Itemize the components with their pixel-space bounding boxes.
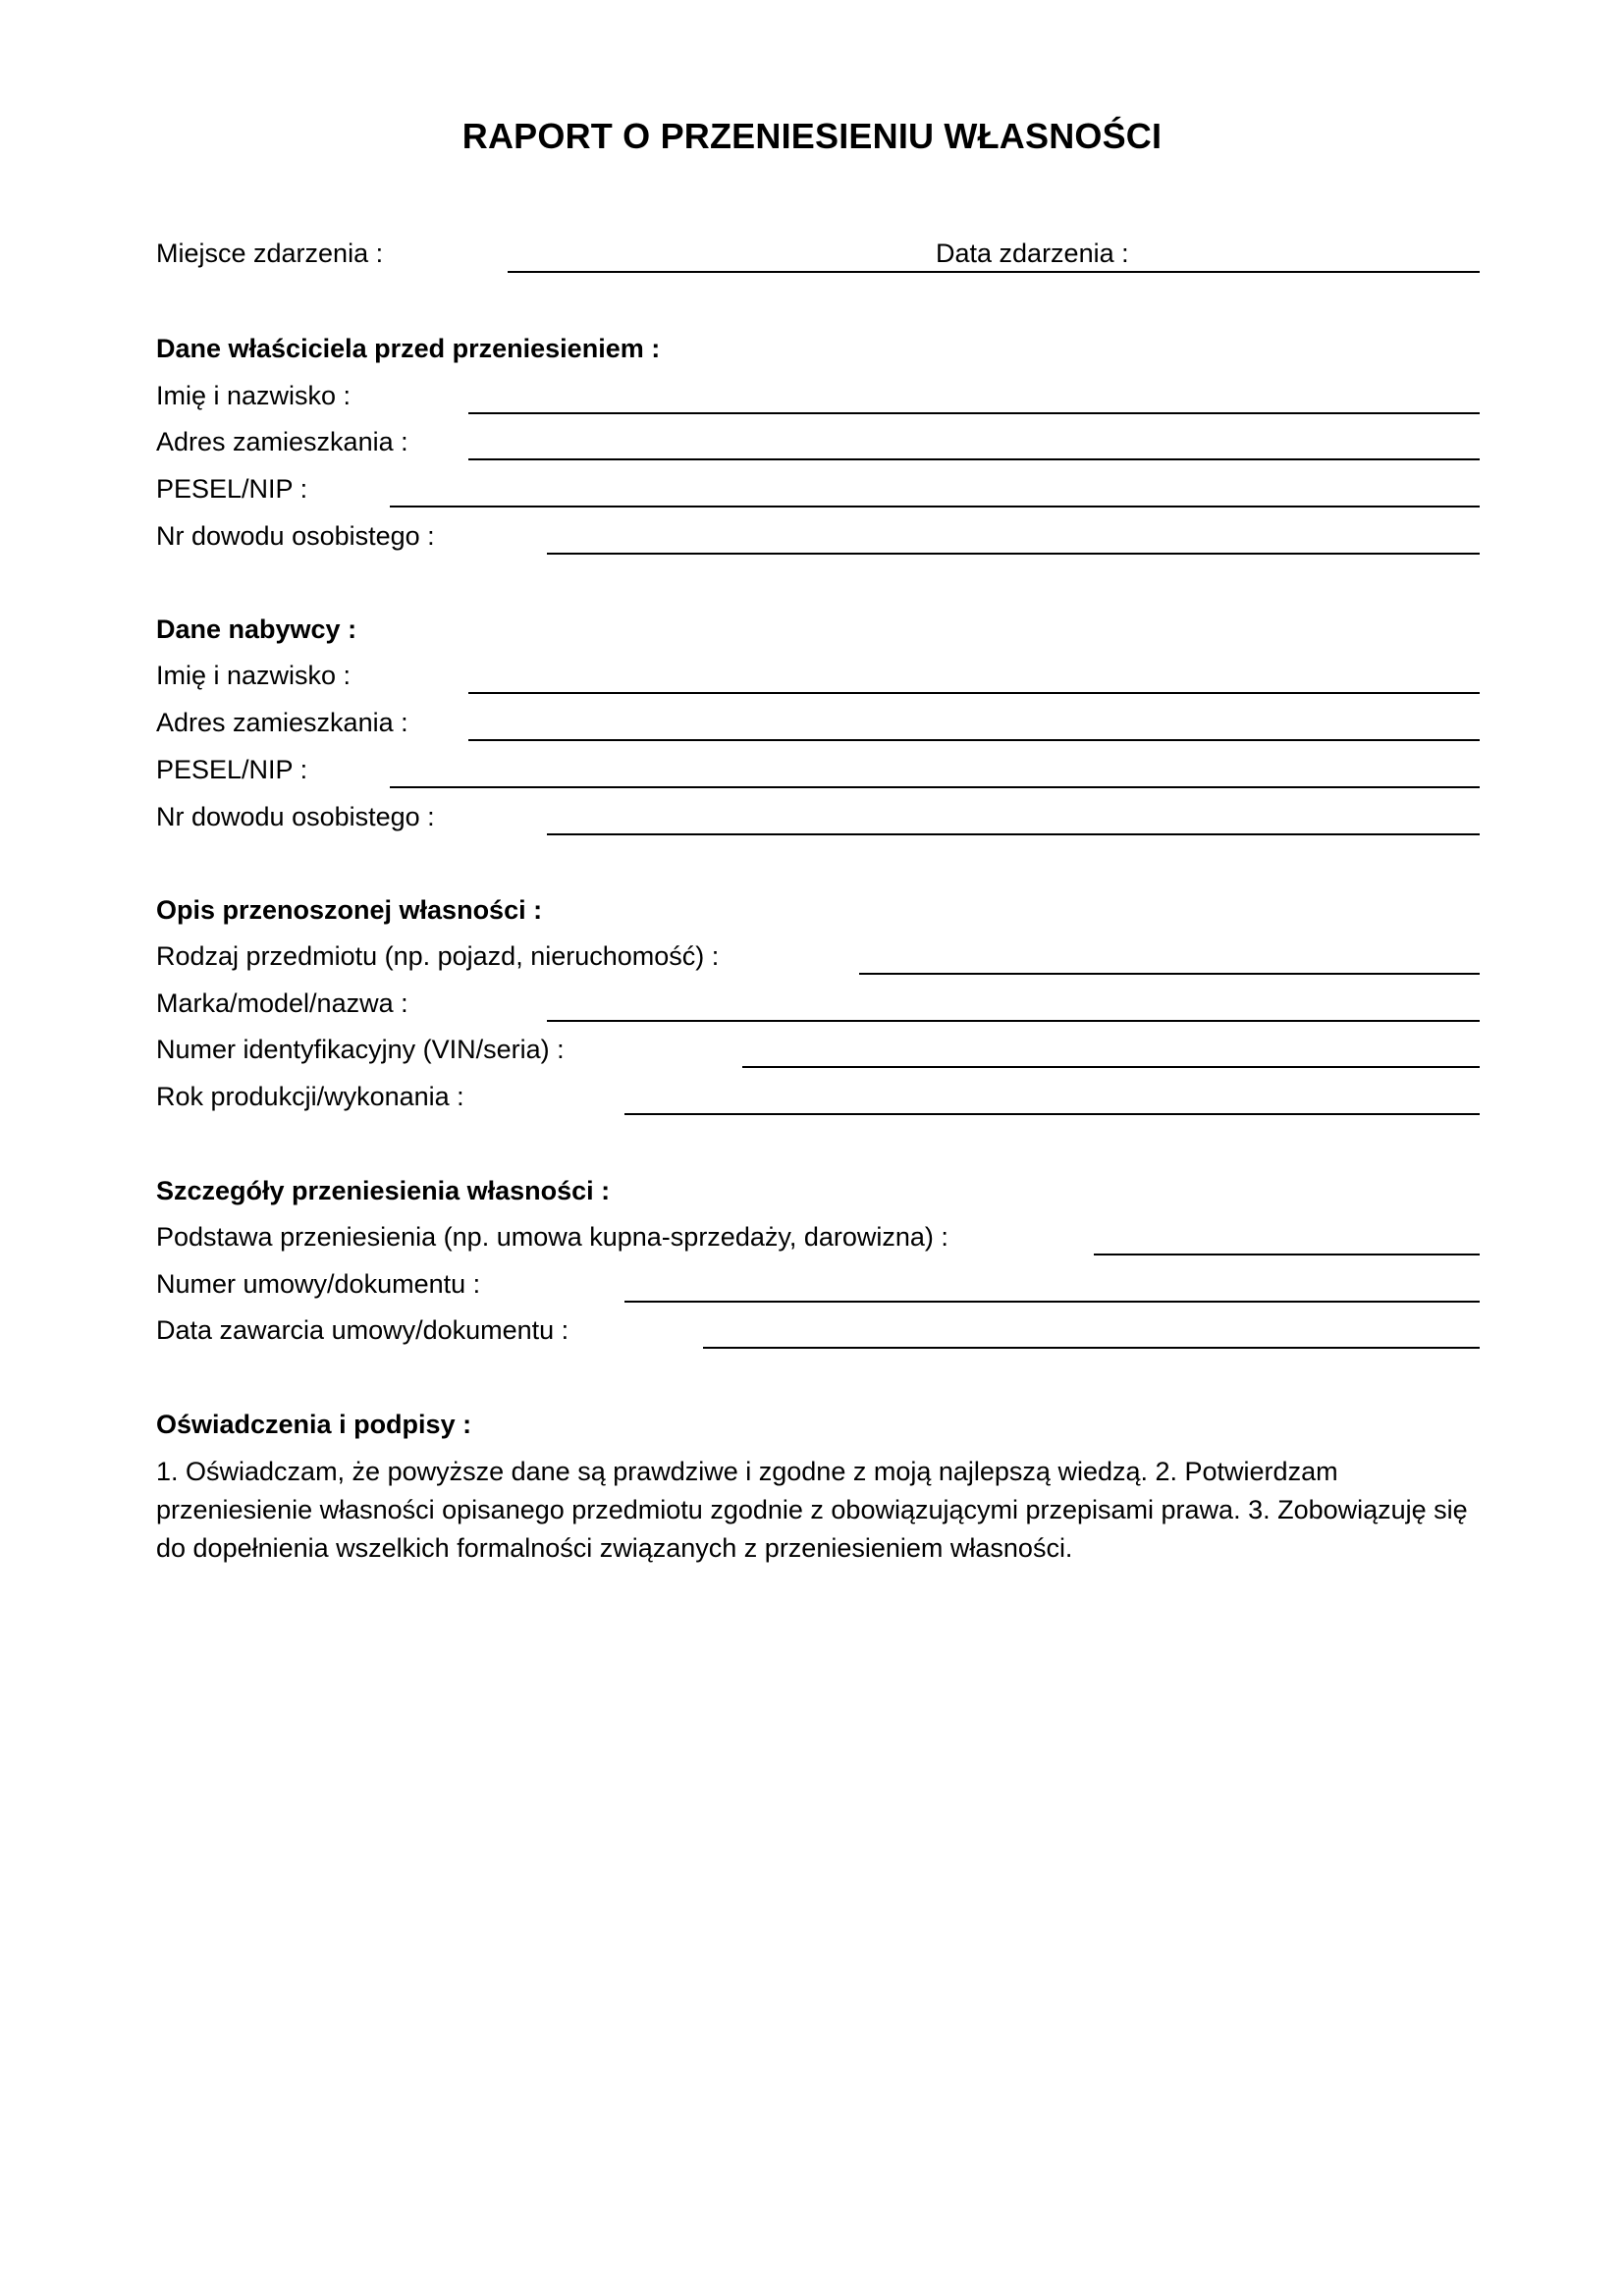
property-type-label: Rodzaj przedmiotu (np. pojazd, nieruchomość) : [156, 941, 720, 971]
owner-id-line[interactable] [547, 553, 1480, 555]
property-serial-line[interactable] [742, 1066, 1480, 1068]
buyer-address-line[interactable] [468, 739, 1480, 741]
property-model-label: Marka/model/nazwa : [156, 988, 408, 1018]
owner-name-label: Imię i nazwisko : [156, 381, 352, 410]
property-model-line[interactable] [547, 1020, 1480, 1022]
owner-name-line[interactable] [468, 412, 1480, 414]
transfer-number-line[interactable] [624, 1301, 1480, 1303]
owner-id-label: Nr dowodu osobistego : [156, 521, 435, 551]
statements-heading: Oświadczenia i podpisy : [156, 1410, 472, 1439]
buyer-pesel-label: PESEL/NIP : [156, 755, 308, 784]
buyer-heading: Dane nabywcy : [156, 614, 357, 644]
transfer-date-line[interactable] [703, 1347, 1480, 1349]
transfer-basis-line[interactable] [1094, 1254, 1480, 1255]
owner-address-line[interactable] [468, 458, 1480, 460]
statements-text: 1. Oświadczam, że powyższe dane są prawdziwe i zgodne z moją najlepszą wiedzą. 2. Potwierdzam przeniesienie własności opisanego przedmiotu zgodnie z obowiązującymi przepisami prawa. 3. Zobowiązuję się do dopełnienia wszelkich formalności związanych z przeniesieniem własności. [156, 1457, 1468, 1563]
buyer-id-label: Nr dowodu osobistego : [156, 802, 435, 831]
property-serial-label: Numer identyfikacyjny (VIN/seria) : [156, 1035, 565, 1064]
transfer-basis-label: Podstawa przeniesienia (np. umowa kupna-sprzedaży, darowizna) : [156, 1222, 948, 1252]
event-place-label: Miejsce zdarzenia : [156, 239, 384, 268]
event-date-label: Data zdarzenia : [936, 239, 1129, 268]
property-year-line[interactable] [624, 1113, 1480, 1115]
property-type-line[interactable] [859, 973, 1480, 975]
document-title: RAPORT O PRZENIESIENIU WŁASNOŚCI [461, 116, 1163, 156]
owner-pesel-line[interactable] [390, 506, 1480, 507]
owner-address-label: Adres zamieszkania : [156, 427, 408, 456]
transfer-heading: Szczegóły przeniesienia własności : [156, 1176, 611, 1205]
buyer-name-line[interactable] [468, 692, 1480, 694]
transfer-number-label: Numer umowy/dokumentu : [156, 1269, 481, 1299]
buyer-pesel-line[interactable] [390, 786, 1480, 788]
owner-heading: Dane właściciela przed przeniesieniem : [156, 334, 661, 363]
owner-pesel-label: PESEL/NIP : [156, 474, 308, 504]
event-place-date-line[interactable] [508, 271, 1480, 273]
transfer-date-label: Data zawarcia umowy/dokumentu : [156, 1315, 569, 1345]
property-year-label: Rok produkcji/wykonania : [156, 1082, 464, 1111]
property-heading: Opis przenoszonej własności : [156, 895, 543, 925]
buyer-name-label: Imię i nazwisko : [156, 661, 352, 690]
buyer-address-label: Adres zamieszkania : [156, 708, 408, 737]
buyer-id-line[interactable] [547, 833, 1480, 835]
